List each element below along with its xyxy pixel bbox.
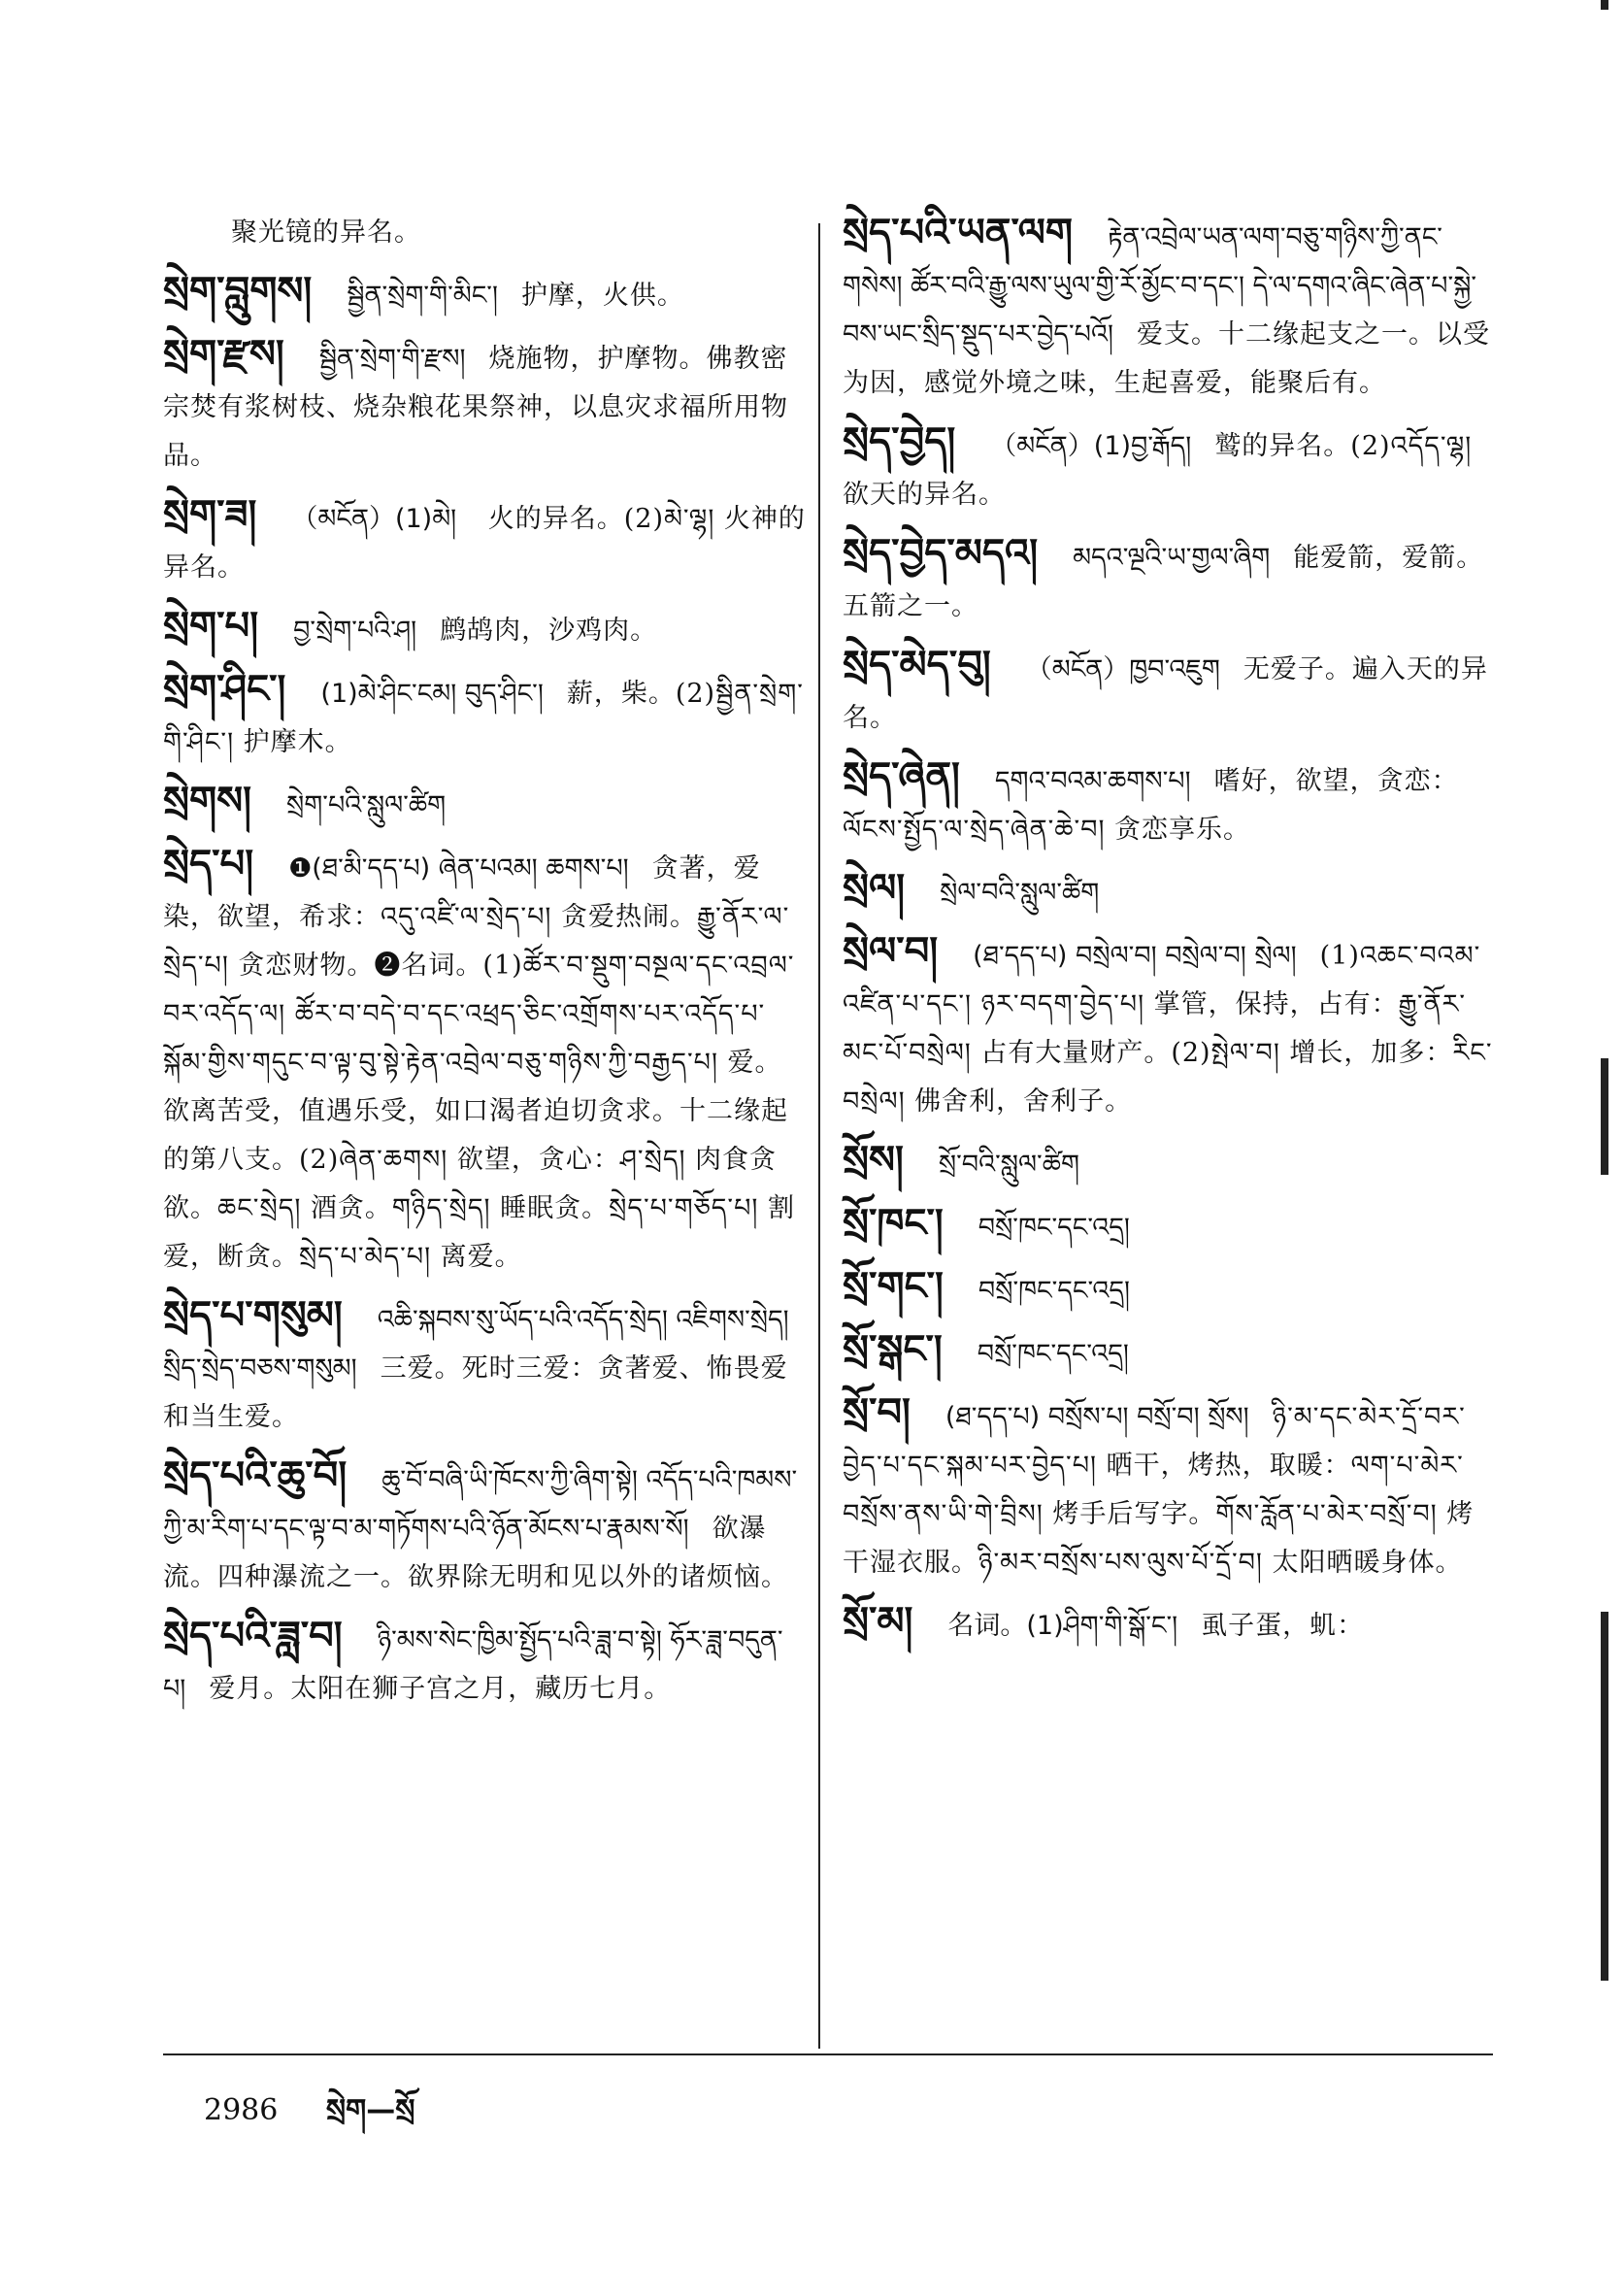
entry-tibetan: ཆུ་བོ་བཞི་ཡི་ཁོངས་ཀྱི་ཞིག་སྟེ། འདོད་པའི་ཁམས་ཀྱི་མ་རིག་པ་དང་ལྟ་བ་མ་གཏོགས་པའི་ཉོན་མོངས་པ་རྣམས་སོ། <box>163 1465 798 1544</box>
dictionary-entry <box>163 330 809 481</box>
entry-headword: སྲེད་པ། <box>163 842 254 886</box>
entry-chinese: 贪著，爱染，欲望，希求：འདུ་འཛི་ལ་སྲེད་པ། 贪爱热闹。རྒྱུ་ནོར་ལ་སྲེད་པ། 贪恋财物。❷名词。(1)ཚོར་བ་སྡུག་བསྔལ་དང་འབྲལ་བར་འདོད་ལ། ཚོར་བ་བདེ་བ་དང་འཕྲད་ཅིང་འགྲོགས་པར་འདོད་པ་སྐོམ་གྱིས་གདུང་བ་ལྟ་བུ་སྟེ་རྟེན་འབྲེལ་བཅུ་གཉིས་ཀྱི་བརྒྱད་པ། 爱。欲离苦受，值遇乐受，如口渴者迫切贪求。十二缘起的第八支。(2)ཞེན་ཆགས། 欲望，贪心：ཤ་སྲེད། 肉食贪欲。ཆང་སྲེད། 酒贪。གཉིད་སྲེད། 睡眠贪。སྲེད་པ་གཅོད་པ། 割爱，断贪。སྲེད་པ་མེད་པ། 离爱。 <box>163 853 795 1272</box>
dictionary-entry <box>843 927 1493 1126</box>
entry-tibetan: མདའ་ལྔའི་ཡ་གྱལ་ཞིག <box>1073 543 1271 573</box>
dictionary-entry <box>163 665 809 767</box>
footer-rule <box>163 2053 1493 2055</box>
entry-headword: སྲེད་པའི་ཆུ་བོ། <box>163 1453 348 1498</box>
dictionary-entry <box>163 267 809 320</box>
entry-chinese: 嗜好，欲望，贪恋：ལོངས་སྤྱོད་ལ་སྲེད་ཞེན་ཆེ་བ། 贪恋享乐。 <box>843 766 1459 845</box>
dictionary-entry <box>163 1291 809 1442</box>
entry-chinese: 爱月。太阳在狮子宫之月，藏历七月。 <box>209 1674 672 1704</box>
dictionary-entry <box>163 840 809 1282</box>
entry-chinese: 薪，柴。(2)སྦྱིན་སྲེག་གི་ཤིང་། 护摩木。 <box>163 679 804 757</box>
entry-tibetan: （མངོན）(1)བྱ་རྒོད། <box>990 431 1192 461</box>
entry-tibetan: ❶(ཐ་མི་དད་པ) ཞེན་པའམ། ཆགས་པ། <box>288 853 629 884</box>
entry-chinese: 火的异名。(2)མེ་ལྷ། 火神的异名。 <box>163 504 806 583</box>
entry-headword: སྲེལ། <box>843 866 906 911</box>
entry-chinese: 无爱子。遍入天的异名。 <box>843 654 1488 733</box>
entry-headword: སྲེག་རྫས། <box>163 332 284 377</box>
entry-chinese: 护摩，火供。 <box>520 281 684 311</box>
dictionary-entry <box>843 1597 1493 1651</box>
entry-headword: སྲོ་ཁང་། <box>843 1201 944 1246</box>
entry-tibetan: སྲེག་པའི་སླུལ་ཚིག <box>286 790 447 820</box>
dictionary-entry <box>843 1388 1493 1587</box>
entry-headword: སྲེད་བྱེད་མདའ། <box>843 531 1039 576</box>
dictionary-entry <box>843 529 1493 631</box>
entry-headword: སྲོ་སྒང་། <box>843 1327 943 1372</box>
dictionary-entry <box>843 1325 1493 1379</box>
dictionary-entry <box>843 864 1493 918</box>
entry-chinese: 鹫的异名。(2)འདོད་ལྷ། 欲天的异名。 <box>843 431 1473 510</box>
entry-headword: སྲེགས། <box>163 779 252 823</box>
dictionary-entry <box>843 417 1493 519</box>
entry-tibetan: (ཐ་དད་པ) བསྲོས་པ། བསྲོ་བ། སྲོས། <box>945 1402 1249 1432</box>
entry-chinese: 聚光镜的异名。 <box>231 217 421 248</box>
entry-tibetan: རྟེན་འབྲེལ་ཡན་ལག་བཅུ་གཉིས་ཀྱི་ནང་གསེས། ཚོར་བའི་རྒྱུ་ལས་ཡུལ་གྱི་རོ་མྱོང་བ་དང་། དེ་ལ་དགའ་ཞིང་ཞེན་པ་སྐྱེ་བས་ཡང་སྲིད་སྡུད་པར་བྱེད་པའོ། <box>843 222 1477 350</box>
entry-tibetan: (1)མེ་ཤིང་ངམ། བུད་ཤིང་། <box>320 679 544 709</box>
entry-tibetan: འཆི་སྐབས་སུ་ཡོད་པའི་འདོད་སྲེད། འཇིགས་སྲེད། སྲིད་སྲེད་བཅས་གསུམ། <box>163 1305 789 1384</box>
entry-chinese: 虱子蛋，虮： <box>1201 1611 1365 1641</box>
entry-tibetan: བསྲོ་ཁང་དང་འདྲ། <box>978 1213 1130 1243</box>
entry-tibetan: བསྲོ་ཁང་དང་འདྲ། <box>977 1339 1129 1369</box>
dictionary-entry <box>843 1136 1493 1189</box>
entry-tibetan: （མངོན）(1)མེ། <box>291 504 465 534</box>
page-number: 2986 <box>204 2093 279 2127</box>
entry-chinese: 能爱箭，爱箭。五箭之一。 <box>843 543 1484 621</box>
scan-edge-mark <box>1601 1612 1608 1981</box>
entry-tibetan: 名词。(1)ཤིག་གི་སྒོ་ང་། <box>947 1611 1178 1641</box>
entry-tibetan: དགའ་བའམ་ཆགས་པ། <box>994 766 1191 796</box>
entry-chinese: ཉི་མ་དང་མེར་དྲོ་བར་བྱེད་པ་དང་སྐམ་པར་བྱེད་པ། 晒干，烤热，取暖：ལག་པ་མེར་བསྲོས་ནས་ཡི་གེ་བྲིས། 烤手后写字。གོས་རློན་པ་མེར་བསྲོ་བ། 烤干湿衣服。ཉི་མར་བསྲོས་པས་ལུས་པོ་དྲོ་བ། 太阳晒暖身体。 <box>843 1402 1475 1578</box>
right-column <box>843 209 1493 1660</box>
dictionary-entry <box>163 1452 809 1602</box>
dictionary-entry <box>163 209 809 257</box>
dictionary-entry <box>163 602 809 655</box>
entry-tibetan: སྦྱིན་སྲེག་གི་མིང་། <box>347 281 498 311</box>
entry-tibetan: （མངོན）ཁྱབ་འཇུག <box>1025 654 1220 684</box>
entry-chinese: 烧施物，护摩物。佛教密宗焚有浆树枝、烧杂粮花果祭神，以息灾求福所用物品。 <box>163 344 788 471</box>
entry-tibetan: ཉི་མས་སེང་ཁྱིམ་སྤྱོད་པའི་ཟླ་བ་སྟེ། ཧོར་ཟླ་བདུན་པ། <box>163 1625 783 1704</box>
headword-range: སྲེག—སྲོ <box>325 2093 415 2127</box>
entry-headword: སྲེལ་བ། <box>843 929 939 974</box>
scan-edge-mark <box>1601 0 1608 10</box>
entry-chinese: (1)འཆང་བའམ་འཛིན་པ་དང་། ཉར་བདག་བྱེད་པ། 掌管，保持，占有：རྒྱུ་ནོར་མང་པོ་བསྲེལ། 占有大量财产。(2)སྤེལ་བ། 增长，加多：རིང་བསྲེལ། 佛舍利，舍利子。 <box>843 941 1493 1117</box>
entry-headword: སྲེད་མེད་བུ། <box>843 643 991 687</box>
entry-headword: སྲེག་ཟ། <box>163 492 257 537</box>
entry-tibetan: སྲོ་བའི་སླུལ་ཚིག <box>938 1150 1079 1180</box>
dictionary-entry <box>163 1612 809 1714</box>
entry-headword: སྲོ་བ། <box>843 1390 911 1435</box>
dictionary-entry <box>843 752 1493 854</box>
entry-chinese: 爱支。十二缘起支之一。以受为因，感觉外境之味，生起喜爱，能聚后有。 <box>843 319 1490 398</box>
scan-edge-mark <box>1601 1058 1608 1175</box>
entry-headword: སྲོ་མ། <box>843 1599 913 1644</box>
entry-headword: སྲེད་པའི་ཟླ་བ། <box>163 1614 343 1658</box>
column-divider <box>818 223 820 2049</box>
dictionary-entry <box>163 490 809 592</box>
entry-headword: སྲེག་པ། <box>163 604 259 649</box>
entry-headword: སྲེག་བླུགས། <box>163 269 313 314</box>
page-footer <box>204 2078 415 2159</box>
entry-headword: སྲོས། <box>843 1138 904 1183</box>
entry-headword: སྲེད་པ་གསུམ། <box>163 1293 343 1338</box>
entry-headword: སྲོ་གང་། <box>843 1264 944 1309</box>
entry-headword: སྲེག་ཤིང་། <box>163 667 286 712</box>
entry-headword: སྲེད་ཞེན། <box>843 754 960 799</box>
entry-tibetan: བསྲོ་ཁང་དང་འདྲ། <box>978 1276 1130 1306</box>
entry-chinese: 欲瀑流。四种瀑流之一。欲界除无明和见以外的诸烦恼。 <box>163 1514 788 1592</box>
dictionary-entry <box>163 777 809 830</box>
entry-headword: སྲེད་པའི་ཡན་ལག <box>843 211 1074 255</box>
dictionary-entry <box>843 1262 1493 1316</box>
entry-tibetan: (ཐ་དད་པ) བསྲེལ་བ། བསྲེལ་བ། སྲེལ། <box>973 941 1297 971</box>
entry-tibetan: བྱ་སྲེག་པའི་ཤ། <box>293 616 417 646</box>
entry-tibetan: སྲེལ་བའི་སླུལ་ཚིག <box>940 878 1100 908</box>
entry-headword: སྲེད་བྱེད། <box>843 419 956 464</box>
entry-tibetan: སྦྱིན་སྲེག་གི་རྫས། <box>318 344 466 374</box>
dictionary-entry <box>843 641 1493 743</box>
dictionary-entry <box>843 209 1493 408</box>
entry-chinese: 鹧鸪肉，沙鸡肉。 <box>440 616 658 646</box>
entry-chinese: 三爱。死时三爱：贪著爱、怖畏爱和当生爱。 <box>163 1353 788 1432</box>
left-column <box>163 209 809 1723</box>
dictionary-entry <box>843 1199 1493 1252</box>
